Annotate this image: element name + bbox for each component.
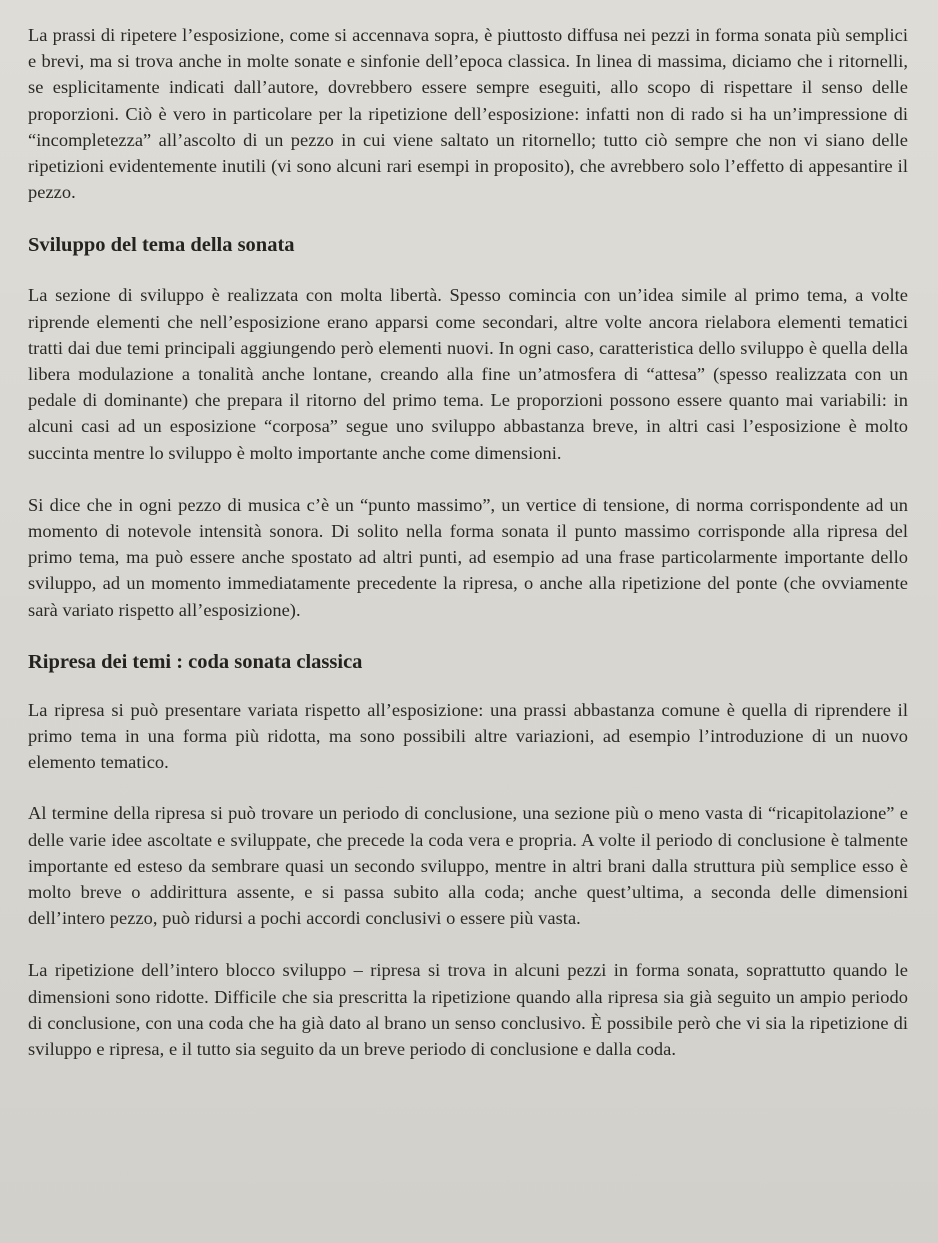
paragraph-climax: Si dice che in ogni pezzo di musica c’è un “punto massimo”, un vertice di tensione, di norma corrispondente ad un momento di notevole intensità sonora. Di solito nella forma sonata il punto massimo corrisponde alla ripresa del primo tema, ma può essere anche spostato ad altri punti, ad esempio ad una frase particolarmente importante dello sviluppo, ad un momento immediatamente precedente la ripresa, o anche alla ripetizione del ponte (che ovviamente sarà variato rispetto all’esposizione). <box>28 494 908 620</box>
paragraph-repetition: La prassi di ripetere l’esposizione, come si accennava sopra, è piuttosto diffusa nei pezzi in forma sonata più semplici e brevi, ma si trova anche in molte sonate e sinfonie dell’epoca classica. In linea di massima, diciamo che i ritornelli, se esplicitamente indicati dall’autore, dovrebbero essere sempre eseguiti, allo scopo di rispettare il senso delle proporzioni. Ciò è vero in particolare per la ripetizione dell’esposizione: infatti non di rado si ha un’impressione di “incompletezza” all’ascolto di un pezzo in cui viene saltato un ritornello; tutto ciò sempre che non vi siano delle ripetizioni evidentemente inutili (vi sono alcuni rari esempi in proposito), che avrebbero solo l’effetto di appesantire il pezzo. <box>28 25 908 203</box>
paragraph-repeat-block: La ripetizione dell’intero blocco sviluppo – ripresa si trova in alcuni pezzi in forma sonata, soprattutto quando le dimensioni sono ridotte. Difficile che sia prescritta la ripetizione quando alla ripresa sia già seguito un ampio periodo di conclusione, con una coda che ha già dato al brano un senso conclusivo. È possibile però che vi sia la ripetizione di sviluppo e ripresa, e il tutto sia seguito da un breve periodo di conclusione e dalla coda. <box>28 960 908 1060</box>
heading-development: Sviluppo del tema della sonata <box>28 234 295 257</box>
heading-recapitulation: Ripresa dei temi : coda sonata classica <box>28 650 363 673</box>
document-page <box>28 22 908 1062</box>
paragraph-conclusion: Al termine della ripresa si può trovare un periodo di conclusione, una sezione più o meno vasta di “ricapitolazione” e delle varie idee ascoltate e sviluppate, che precede la coda vera e propria. A volte il periodo di conclusione è talmente importante ed esteso da sembrare quasi un secondo sviluppo, mentre in altri brani dalla struttura più semplice esso è molto breve o addirittura assente, e si passa subito alla coda; anche quest’ultima, a seconda delle dimensioni dell’intero pezzo, può ridursi a pochi accordi conclusivi o essere più vasta. <box>28 803 908 929</box>
paragraph-recapitulation: La ripresa si può presentare variata rispetto all’esposizione: una prassi abbastanza comune è quella di riprendere il primo tema in una forma più ridotta, ma sono possibili altre variazioni, ad esempio l’introduzione di un nuovo elemento tematico. <box>28 699 908 773</box>
paragraph-development: La sezione di sviluppo è realizzata con molta libertà. Spesso comincia con un’idea simile al primo tema, a volte riprende elementi che nell’esposizione erano apparsi come secondari, altre volte ancora rielabora elementi tematici tratti dai due temi principali aggiungendo però elementi nuovi. In ogni caso, caratteristica dello sviluppo è quella della libera modulazione a tonalità anche lontane, creando alla fine un’atmosfera di “attesa” (spesso realizzata con un pedale di dominante) che prepara il ritorno del primo tema. Le proporzioni possono essere quanto mai variabili: in alcuni casi ad un esposizione “corposa” segue uno sviluppo abbastanza breve, in altri casi l’esposizione è molto succinta mentre lo sviluppo è molto importante anche come dimensioni. <box>28 285 908 463</box>
